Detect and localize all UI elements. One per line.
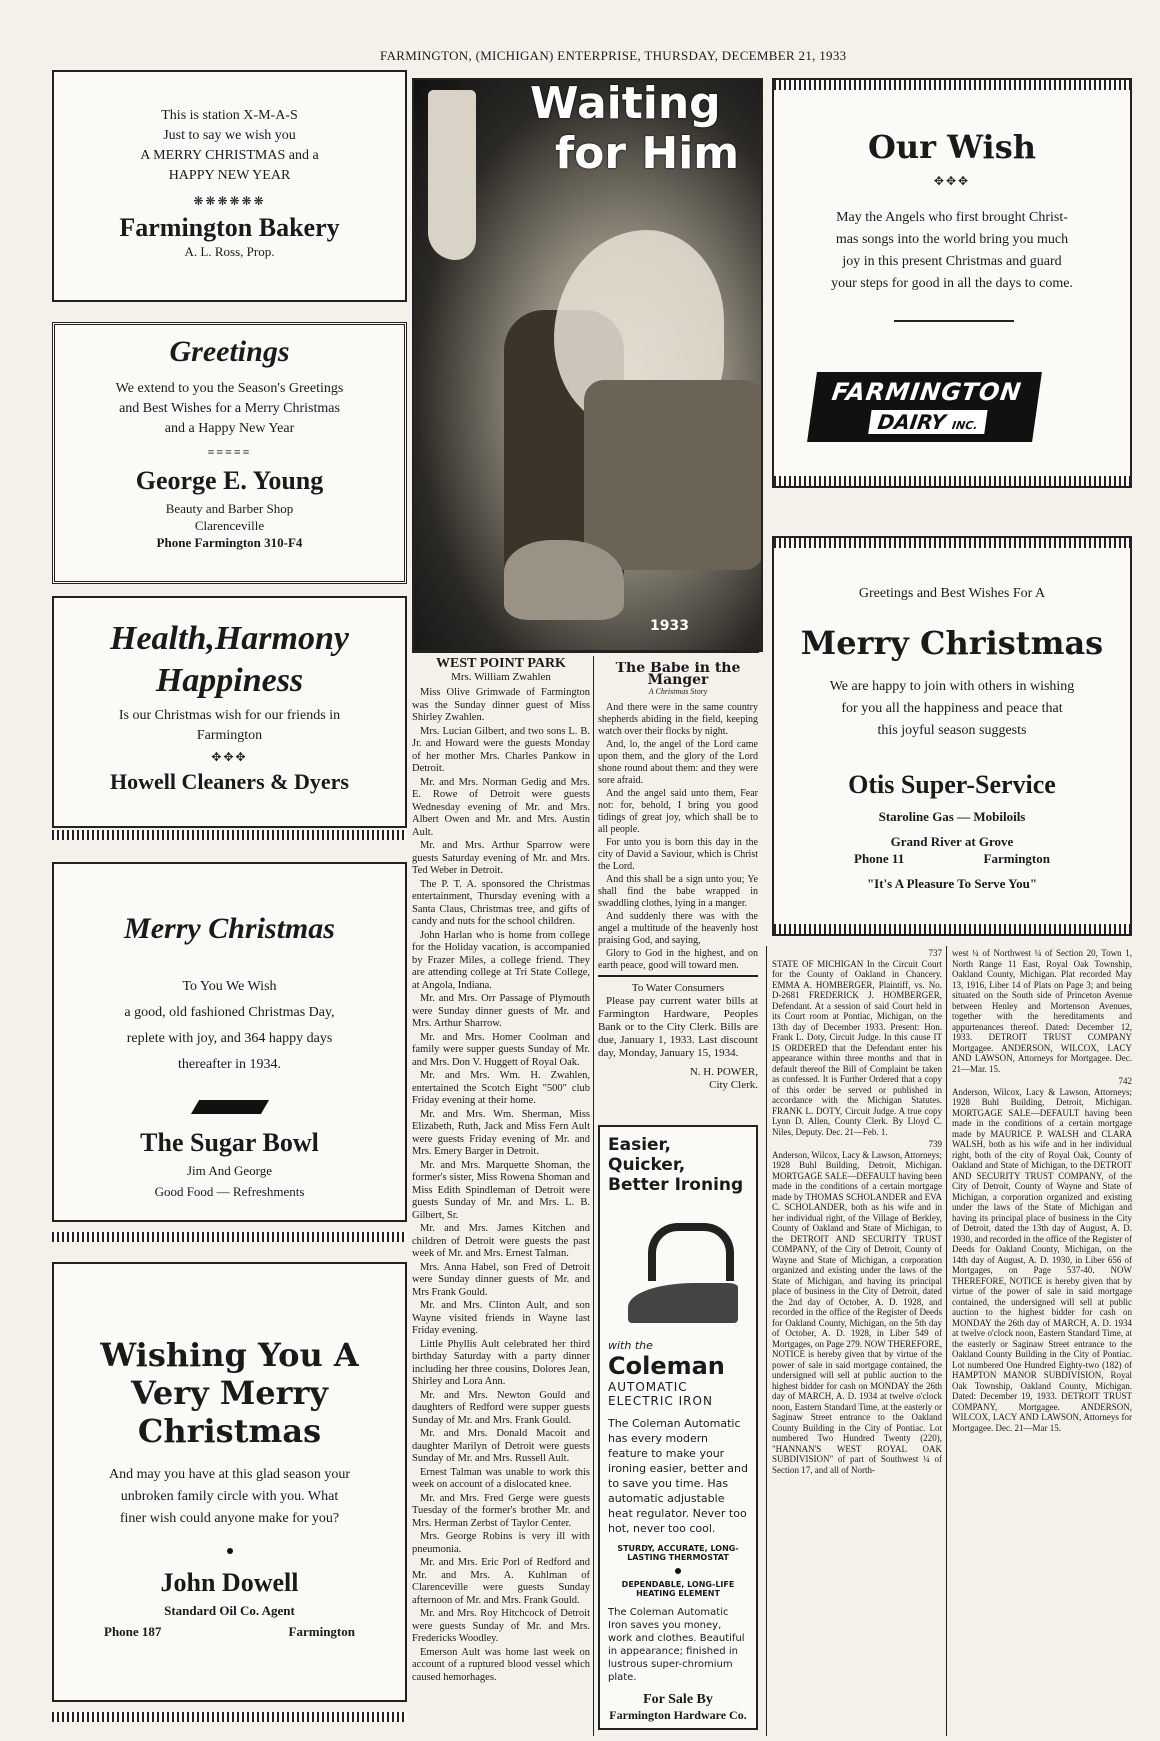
column-west-point-park [412,658,590,1736]
westpoint-para: Mr. and Mrs. Homer Coolman and family were supper guests Sunday of Mr. and Mrs. Don V. Huggett of Royal Oak. [412,1031,590,1068]
legal-number: 742 [1118,1076,1132,1086]
sugarbowl-line: To You We Wish [182,979,277,994]
water-role: City Clerk. [709,1079,758,1091]
dowell-title: Very Merry [131,1374,328,1412]
babe-para: For unto you is born this day in the city of David a Saviour, which is Christ the Lord. [598,837,758,872]
otis-address: Grand River at Grove [890,834,1014,849]
ornament-band [52,1712,407,1722]
babe-para: And the angel said unto them, Fear not: for, behold, I bring you good tidings of great joy, which shall be to all people. [598,788,758,835]
otis-town: Farmington [983,851,1050,866]
dairy-line: your steps for good in all the days to come. [831,276,1073,291]
ornament-divider: ✥✥✥ [933,174,971,188]
young-title: Greetings [169,335,290,368]
coleman-brand: Coleman [608,1352,725,1380]
column-rule [946,946,947,1736]
young-line: and Best Wishes for a Merry Christmas [119,401,340,416]
notice-water-consumers [598,982,758,1112]
otis-name: Otis Super-Service [848,770,1056,799]
bullet-ornament [675,1568,681,1574]
legal-text: west ¼ of Northwest ¼ of Section 20, Town 1, North Range 11 East, Royal Oak Township, Oakland County, Michigan. Plat recorded May 13, 1916, Liber 14 of Plats on Page 3; and being situated on the South side of Princeton Avenue between Henley and Mortenson Avenues, together with the hereditaments and appurtenances thereof. Dated: December 12, 1933. DETROIT TRUST COMPANY Mortgagee. ANDERSON, WILCOX, LACY AND LAWSON, Attorneys for Mortgagee. Dec. 21—Mar. 15. [952,948,1132,1074]
dairy-logo-line-3: INC. [951,419,979,432]
howell-name: Howell Cleaners & Dyers [110,769,349,794]
howell-title-1: Health,Harmony [110,620,349,657]
column-babe-in-manger [598,662,758,972]
divider-line [598,975,758,977]
dairy-line: mas songs into the world bring you much [835,232,1069,247]
otis-title: Merry Christmas [800,624,1104,662]
westpoint-para: Emerson Ault was home last week on account of a ruptured blood vessel which caused hemorhages. [412,1646,590,1683]
coleman-body-2: The Coleman Automatic Iron saves you money, work and clothes. Beautiful in appearance; finished in lustrous super-chromium plate. [608,1607,745,1683]
ornament-band [52,830,407,840]
legal-notice-column-1 [772,948,942,1733]
ad-otis-super-service [772,536,1132,936]
westpoint-para: Ernest Talman was unable to work this week on account of a dislocated knee. [412,1466,590,1490]
water-sign: N. H. POWER, [689,1066,758,1078]
westpoint-para: Mr. and Mrs. Clinton Ault, and son Wayne visited friends in Wayne last Friday evening. [412,1300,590,1336]
dairy-logo-line-1: FARMINGTON [830,378,1024,406]
westpoint-para: Mr. and Mrs. Norman Gedig and Mrs. E. Rowe of Detroit were guests Wednesday evening of Mr. and Mrs. Albert Owen and Mr. and Mrs. Austin Ault. [412,776,590,838]
westpoint-para: Mr. and Mrs. Fred Gerge were guests Tuesday of the former's brother Mr. and Mrs. Herman Zerbst of Taylor Center. [412,1492,590,1529]
ornament-divider: ≡≡≡≡≡ [207,445,252,459]
babe-subtitle: A Christmas Story [648,687,708,696]
bakery-line: HAPPY NEW YEAR [168,168,291,183]
ornament-divider: ❋❋❋❋❋❋ [193,194,266,208]
babe-title: The Babe in the Manger [615,662,741,688]
ad-farmington-bakery [52,70,407,302]
dowell-name: John Dowell [160,1568,299,1597]
sofa-shape [584,380,763,570]
dowell-line: finer wish could anyone make for you? [119,1511,340,1526]
water-text: Please pay current water bills at Farmington Hardware, Peoples Bank or to the City Clerk. Bills are due, January 1, 1933. Last discount day, Monday, January 15, 1934. [598,995,758,1059]
coleman-dealer: Farmington Hardware Co. [609,1708,747,1722]
howell-line: Is our Christmas wish for our friends in [118,708,341,723]
legal-number: 737 [928,948,942,958]
westpoint-para: Mr. and Mrs. Donald Macoit and daughter Marilyn of Detroit were guests Sunday of Mr. and Mrs. Russell Ault. [412,1428,590,1464]
sugarbowl-line: thereafter in 1934. [177,1057,281,1072]
photo-title-line-1: Waiting [530,78,721,129]
westpoint-para: Mr. and Mrs. Arthur Sparrow were guests Saturday evening of Mr. and Mrs. Ted Weber in Detroit. [412,840,590,876]
westpoint-para: Mrs. Anna Habel, son Fred of Detroit were Sunday dinner guests of Mr. and Mrs Frank Gould. [412,1261,590,1298]
westpoint-para: Little Phyllis Ault celebrated her third birthday Saturday with a party dinner including her three cousins, Dolores Jean, Shirley and Lora Ann. [412,1338,590,1387]
legal-text: Anderson, Wilcox, Lacy & Lawson, Attorneys; 1928 Buhl Building, Detroit, Michigan. MORTGAGE SALE—DEFAULT having been made in the conditions of a certain mortgage made by MAURICE P. WALSH and CLARA WALSH, both as his wife and in her individual right, both of the city of Royal Oak, County of Oakland and State of Michigan, to the DETROIT AND SECURITY TRUST COMPANY, of the City of Detroit, County of Wayne and State of Michigan, a corporation organized and existing under the laws of the State of Michigan and having its principal place of business in the City of Detroit, dated the 13th day of August, A. D. 1930, and recorded in the office of the Register of Deeds for Oakland County, Michigan, on the 14th day of August, A. D. 1930, in Liber 656 of Mortgages, on Page 537-40. NOW THEREFORE, NOTICE is hereby given that by virtue of the power of sale in said mortgage contained, the undersigned will sell at public auction to the highest bidder for cash on MONDAY the 26th day of MARCH, A. D. 1934 at twelve o'clock noon, Eastern Standard Time, at the easterly or Saginaw Street entrance to the Oakland County Building in the City of Pontiac. Lot numbered One Hundred Eighty-two (182) of HAMPTON MANOR SUBDIVISION, Royal Oak Township, Oakland County, Michigan. Dated: December 19, 1933. DETROIT TRUST COMPANY, Mortgagee. ANDERSON, WILCOX, LACY AND LAWSON, Attorneys for Mortgagee. Dec. 21—Mar 15. [952,1086,1132,1433]
westpoint-para: Mrs. George Robins is very ill with pneumonia. [412,1531,590,1555]
sugarbowl-title: Merry Christmas [124,912,335,945]
young-info: Phone Farmington 310-F4 [156,535,303,550]
sugarbowl-line: replete with joy, and 364 happy days [126,1031,333,1046]
westpoint-para: Mr. and Mrs. Eric Porl of Redford and Mr. and Mrs. A. Kuhlman of Clarenceville were guests Sunday afternoon of Mr. and Mrs. Frank Gould. [412,1557,590,1606]
otis-line: We are happy to join with others in wishing [829,679,1075,694]
legal-text: Anderson, Wilcox, Lacy & Lawson, Attorneys; 1928 Buhl Building, Detroit, Michigan. MORTGAGE SALE—DEFAULT having been made in the conditions of a certain mortgage made by THOMAS SCHOLANDER and EVA C. SCHOLANDER, both as his wife and in her individual right, of the Village of Berkley, County of Oakland and State of Michigan, to the DETROIT AND SECURITY TRUST COMPANY, of the City of Detroit, County of Wayne and State of Michigan, a corporation organized and existing under the laws of the State of Michigan, and having its principal place of business in the City of Detroit, dated the 2nd day of October, A. D. 1928, and recorded in the office of the Register of Deeds for Oakland County, Michigan, on the 5th day of October, A. D. 1928, in Liber 549 of Mortgages, on Page 279. NOW THEREFORE, NOTICE is hereby given that by virtue of the power of sale in said mortgage contained, the undersigned will sell at public auction to the highest bidder for cash on MONDAY the 26th day of MARCH, A. D. 1934 at twelve o'clock noon, Eastern Standard Time, at the easterly or Saginaw Street entrance to the Oakland County Building in the City of Pontiac. Lot numbered Two Hundred Twenty (220), "HANNAN'S WEST ROYAL OAK SUBDIVISION" of part of Southwest ¼ of Section 17, and all of North- [772,1149,942,1475]
dowell-title: Wishing You A [100,1336,359,1374]
young-line: and a Happy New Year [164,421,295,436]
ad-sugar-bowl [52,862,407,1222]
water-title: To Water Consumers [631,982,725,994]
ad-howell-cleaners [52,596,407,828]
babe-para: Glory to God in the highest, and on earth peace, good will toward men. [598,948,758,971]
legal-number: 739 [928,1139,942,1149]
babe-para: And this shall be a sign unto you; Ye shall find the babe wrapped in swaddling clothes, lying in a manger. [598,874,758,909]
legal-notice-column-2 [952,948,1132,1733]
sugarbowl-name: The Sugar Bowl [140,1128,319,1157]
coleman-with: with the [608,1339,653,1352]
dairy-title: Our Wish [868,128,1036,166]
westpoint-para: Mr. and Mrs. Wm. H. Zwahlen, entertained the Scotch Eight "500" club Friday evening at their home. [412,1070,590,1106]
westpoint-para: Mr. and Mrs. Marquette Shoman, the former's sister, Miss Rowena Shoman and Miss Edith Spindleman of Detroit were guests Sunday of Mr. and Mrs. L. B. Gilbert, Sr. [412,1159,590,1221]
bakery-line: This is station X-M-A-S [161,108,298,123]
sugarbowl-tagline: Good Food — Refreshments [154,1184,305,1199]
page-header: FARMINGTON, (MICHIGAN) ENTERPRISE, THURSDAY, DECEMBER 21, 1933 [380,48,847,63]
babe-para: And suddenly there was with the angel a multitude of the heavenly host praising God, and saying, [598,911,758,946]
coleman-body: The Coleman Automatic has every modern feature to make your ironing easier, better and to save you time. Has automatic adjustable heat regulator. Never too hot, never too cool. [608,1417,748,1535]
column-rule [766,946,767,1736]
coleman-headline: Better Ironing [608,1175,744,1195]
ornament-band [774,924,1130,934]
bakery-line: A MERRY CHRISTMAS and a [140,148,319,163]
dowell-line: And may you have at this glad season your [108,1467,351,1482]
otis-intro: Greetings and Best Wishes For A [858,586,1046,601]
otis-products: Staroline Gas — Mobiloils [878,809,1026,824]
westpoint-para: Mr. and Mrs. Wm. Sherman, Miss Elizabeth, Ruth, Jack and Miss Fern Ault were guests Friday evening of Mr. and Mrs. Emery Barger in Detroit. [412,1108,590,1157]
coleman-sub: ELECTRIC IRON [608,1394,713,1408]
dairy-logo-line-2: DAIRY [876,410,948,434]
coleman-feature: DEPENDABLE, LONG-LIFE HEATING ELEMENT [621,1580,735,1598]
dowell-role: Standard Oil Co. Agent [164,1603,295,1618]
young-name: George E. Young [135,466,324,495]
dairy-line: May the Angels who first brought Christ- [836,210,1068,225]
dowell-town: Farmington [288,1624,355,1639]
westpoint-para: Mr. and Mrs. Roy Hitchcock of Detroit were guests Sunday of Mr. and Mrs. Fredericks Woodley. [412,1608,590,1644]
ornament-band [52,1232,407,1242]
young-line: We extend to you the Season's Greetings [115,381,344,396]
toy-dog-shape [504,540,624,620]
photo-title-line-2: for Him [555,128,740,179]
howell-line: Farmington [196,728,263,743]
bakery-prop: A. L. Ross, Prop. [184,244,275,259]
sugarbowl-line: a good, old fashioned Christmas Day, [124,1005,335,1020]
bullet-ornament [227,1548,233,1554]
ornament-band [774,80,1130,90]
ad-john-dowell [52,1262,407,1702]
photo-year: 1933 [650,618,689,634]
howell-title-2: Happiness [155,662,304,699]
otis-phone: Phone 11 [854,851,905,866]
babe-para: And, lo, the angel of the Lord came upon them, and the glory of the Lord shone round about them: and they were sore afraid. [598,739,758,786]
legal-text: STATE OF MICHIGAN In the Circuit Court for the County of Oakland in Chancery. EMMA A. HOMBERGER, Plaintiff, vs. No. D-2681 FREDERICK J. HOMBERGER, Defendant. At a session of said Court held in its Court room at Pontiac, Michigan, on the 13th day of December 1933. Present: Hon. Frank L. Doty, Circuit Judge. In this cause IT IS ORDERED that the Defendant enter his appearance within three months and that in default thereof the Bill of Complaint be taken as confessed. It is Further Ordered that a copy of this order be served or published in accordance with the Michigan Statutes. FRANK L. DOTY, Circuit Judge. A true copy Lynn D. Allen, County Clerk. By Lloyd C. Niles, Deputy. Dec. 21—Feb. 1. [772,958,942,1137]
ornament-band [774,538,1130,548]
ornament-band [774,476,1130,486]
westpoint-para: Mr. and Mrs. James Kitchen and children of Detroit were guests the past week of Mr. and Mrs. Ernest Talman. [412,1223,590,1259]
coleman-sub: AUTOMATIC [608,1380,688,1394]
otis-slogan: "It's A Pleasure To Serve You" [866,876,1038,891]
ad-coleman-iron [598,1125,758,1730]
ornament-divider: ✥✥✥ [211,750,248,764]
westpoint-para: Miss Olive Grimwade of Farmington was the Sunday dinner guest of Miss Shirley Zwahlen. [412,687,590,723]
dowell-title: Christmas [137,1412,322,1450]
westpoint-title: WEST POINT PARK [436,658,566,671]
westpoint-para: Mrs. Lucian Gilbert, and two sons L. B. Jr. and Howard were the guests Monday of her mother Mrs. Charles Pankow in Detroit. [412,725,590,774]
dowell-phone: Phone 187 [104,1624,162,1639]
westpoint-byline: Mrs. William Zwahlen [451,670,551,683]
young-info: Beauty and Barber Shop [165,501,294,516]
otis-line: for you all the happiness and peace that [841,701,1063,716]
westpoint-para: The P. T. A. sponsored the Christmas entertainment, Thursday evening with a Santa Claus, Christmas tree, and gifts of candy and nuts for the school children. [412,878,590,927]
stocking-shape [428,90,476,260]
young-info: Clarenceville [194,518,265,533]
coleman-feature: STURDY, ACCURATE, LONG-LASTING THERMOSTAT [617,1544,739,1562]
westpoint-para: John Harlan who is home from college for the Holiday vacation, is accompanied by Frazer Miles, a college friend. They are attending college at Tri State College, at Angola, Indiana. [412,929,590,991]
bakery-line: Just to say we wish you [163,128,296,143]
dairy-line: joy in this present Christmas and guard [842,254,1062,269]
ribbon-ornament [190,1100,268,1114]
sugarbowl-owners: Jim And George [187,1163,272,1178]
westpoint-para: Mr. and Mrs. Orr Passage of Plymouth were Sunday dinner guests of Mr. and Mrs. Arthur Sharrow. [412,993,590,1029]
coleman-headline: Easier, Quicker, [608,1135,686,1175]
westpoint-para: Mr. and Mrs. Newton Gould and daughters of Redford were supper guests Sunday of Mr. and Mrs. Frank Gould. [412,1389,590,1426]
coleman-sale: For Sale By [643,1692,713,1707]
divider-line [894,320,1014,322]
bakery-name: Farmington Bakery [119,213,340,242]
ad-george-young [52,322,407,584]
column-rule [593,656,594,1736]
column-rule [412,652,759,653]
iron-illustration [618,1213,738,1323]
babe-para: And there were in the same country shepherds abiding in the field, keeping watch over their flocks by night. [598,702,758,737]
otis-line: this joyful season suggests [877,723,1027,738]
farmington-dairy-logo [807,372,1042,442]
dowell-line: unbroken family circle with you. What [120,1489,339,1504]
